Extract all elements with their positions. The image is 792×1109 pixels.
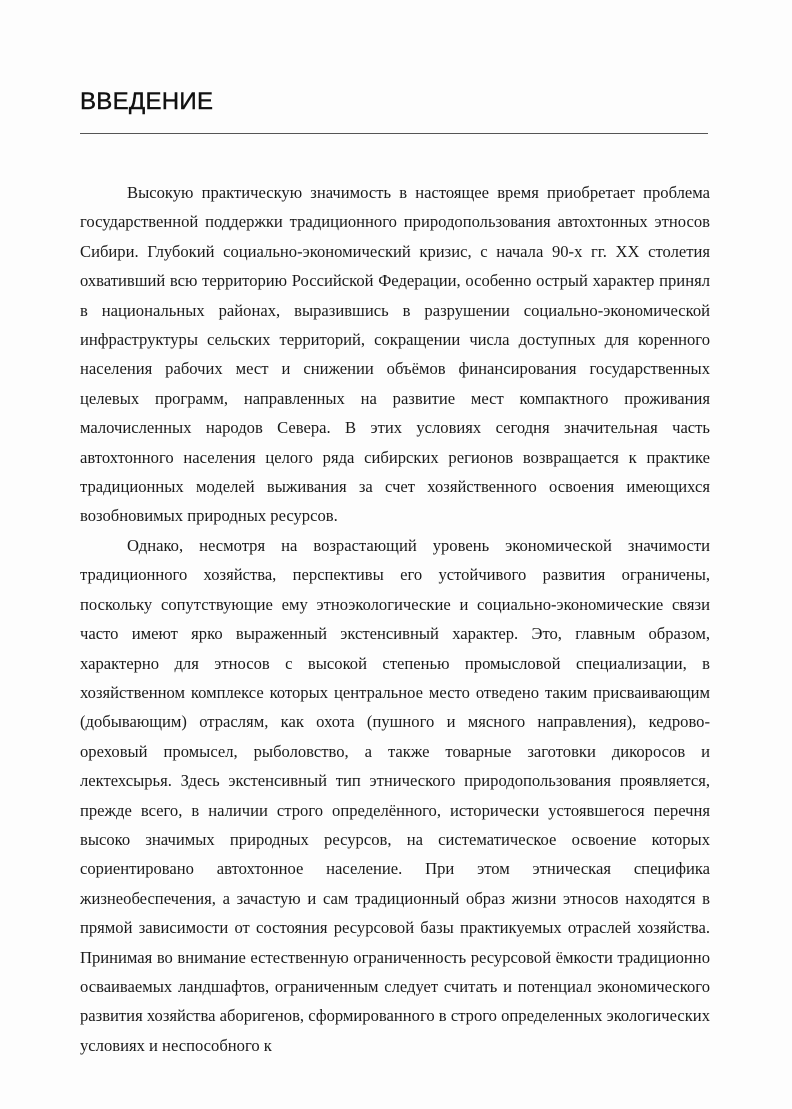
heading-divider bbox=[80, 133, 708, 134]
paragraph: Высокую практическую значимость в настоящее время приобретает проблема государственной поддержки традиционного природопользования автохтонных этносов Сибири. Глубокий социально-экономический кризис, с начала 90-х гг. XX столетия охвативший всю территорию Российской Федерации, особенно острый характер принял в национальных районах, выразившись в разрушении социально-экономической инфраструктуры сельских территорий, сокращении числа доступных для коренного населения рабочих мест и снижении объёмов финансирования государственных целевых программ, направленных на развитие мест компактного проживания малочисленных народов Севера. В этих условиях сегодня значительная часть автохтонного населения целого ряда сибирских регионов возвращается к практике традиционных моделей выживания за счет хозяйственного освоения имеющихся возобновимых природных ресурсов. bbox=[80, 183, 710, 526]
paragraph: Однако, несмотря на возрастающий уровень экономической значимости традиционного хозяйства, перспективы его устойчивого развития ограничены, поскольку сопутствующие ему этноэкологические и социально-экономические связи часто имеют ярко выраженный экстенсивный характер. Это, главным образом, характерно для этносов с высокой степенью промысловой специализации, в хозяйственном комплексе которых центральное место отведено таким присваивающим (добывающим) отраслям, как охота (пушного и мясного направления), кедрово-ореховый промысел, рыболовство, а также товарные заготовки дикоросов и лектехсырья. Здесь экстенсивный тип этнического природопользования проявляется, прежде всего, в наличии строго определённого, исторически устоявшегося перечня высоко значимых природных ресурсов, на систематическое освоение которых сориентировано автохтонное население. При этом этническая специфика жизнеобеспечения, а зачастую и сам традиционный образ жизни этносов находятся в прямой зависимости от состояния ресурсовой базы практикуемых отраслей хозяйства. Принимая во внимание естественную ограниченность ресурсовой ёмкости традиционно осваиваемых ландшафтов, ограниченным следует считать и потенциал экономического развития хозяйства аборигенов, сформированного в строго определенных экологических условиях и неспособного к bbox=[80, 535, 710, 1055]
body-text bbox=[80, 178, 710, 1060]
page-title: ВВЕДЕНИЕ bbox=[80, 88, 214, 115]
